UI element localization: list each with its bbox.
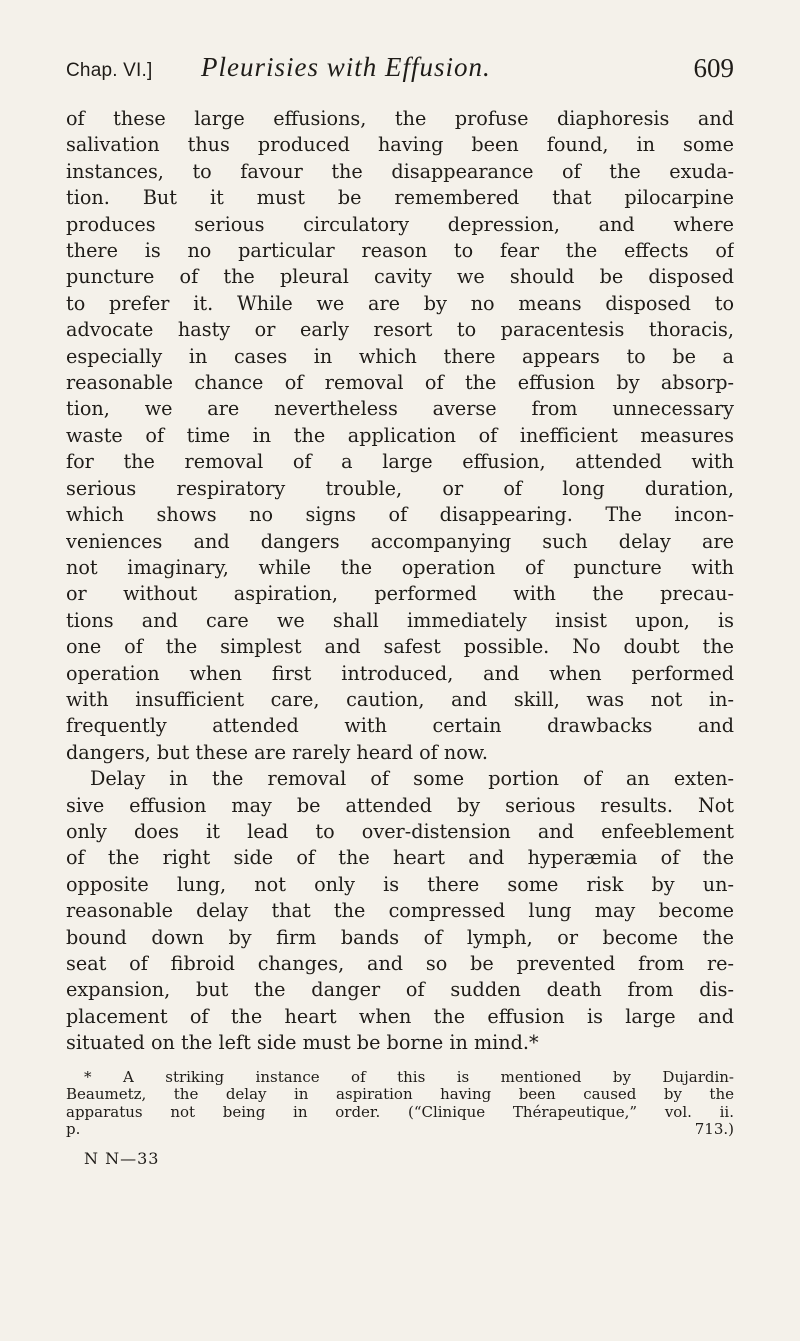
text-line: only does it lead to over-distension and enfeeblement — [66, 819, 734, 843]
text-line: bound down by firm bands of lymph, or become the — [66, 925, 734, 949]
text-line: puncture of the pleural cavity we should be disposed — [66, 265, 734, 289]
text-line: salivation thus produced having been found, in some — [66, 133, 734, 157]
text-line: advocate hasty or early resort to paracentesis thoracis, — [66, 318, 734, 342]
text-line: with insufficient care, caution, and skill, was not in- — [66, 687, 734, 711]
footnote — [66, 1069, 734, 1139]
text-line: serious respiratory trouble, or of long duration, — [66, 476, 734, 500]
text-line: expansion, but the danger of sudden death from dis- — [66, 978, 734, 1002]
text-line: tions and care we shall immediately insist upon, is — [66, 608, 734, 632]
footnote-line: apparatus not being in order. (“Clinique Thérapeutique,” vol. ii. — [66, 1103, 734, 1121]
text-line: instances, to favour the disappearance of the exuda- — [66, 159, 734, 183]
footnote-line: p. 713.) — [66, 1121, 734, 1139]
text-line: frequently attended with certain drawbacks and — [66, 714, 734, 738]
text-line: for the removal of a large effusion, attended with — [66, 450, 734, 474]
text-line: tion, we are nevertheless averse from unnecessary — [66, 397, 734, 421]
text-line: one of the simplest and safest possible. No doubt the — [66, 635, 734, 659]
footnote-line: * A striking instance of this is mentioned by Dujardin- — [84, 1068, 734, 1086]
text-line: situated on the left side must be borne in mind.* — [66, 1031, 539, 1055]
body-text — [66, 106, 734, 1057]
text-line: seat of fibroid changes, and so be prevented from re- — [66, 952, 734, 975]
text-line: to prefer it. While we are by no means disposed to — [66, 291, 734, 315]
text-line: veniences and dangers accompanying such delay are — [66, 529, 734, 553]
text-line: not imaginary, while the operation of puncture with — [66, 555, 734, 579]
running-head — [66, 52, 734, 96]
text-line: placement of the heart when the effusion is large and — [66, 1004, 734, 1028]
text-line: especially in cases in which there appears to be a — [66, 344, 734, 368]
book-page — [66, 52, 734, 1168]
text-line: reasonable delay that the compressed lung may become — [66, 899, 734, 923]
text-line: reasonable chance of removal of the effusion by absorp- — [66, 371, 734, 395]
signature-mark: N N—33 — [84, 1148, 160, 1168]
text-line: tion. But it must be remembered that pilocarpine — [66, 186, 734, 210]
text-line: of the right side of the heart and hyperæmia of the — [66, 846, 734, 870]
text-line: waste of time in the application of inefficient measures — [66, 423, 734, 447]
text-line: of these large effusions, the profuse diaphoresis and — [66, 107, 734, 130]
text-line: sive effusion may be attended by serious results. Not — [66, 793, 734, 817]
text-line: operation when first introduced, and when performed — [66, 661, 734, 685]
page-number: 609 — [693, 53, 734, 83]
text-line: dangers, but these are rarely heard of now. — [66, 740, 489, 764]
text-line: opposite lung, not only is there some risk by un- — [66, 872, 734, 896]
chapter-label: Chap. VI.] — [66, 60, 153, 81]
footnote-line: Beaumetz, the delay in aspiration having been caused by the — [66, 1086, 734, 1104]
text-line: there is no particular reason to fear the effects of — [66, 239, 734, 263]
text-line: produces serious circulatory depression, and where — [66, 212, 734, 236]
text-line: Delay in the removal of some portion of an exten- — [90, 767, 734, 791]
running-title: Pleurisies with Effusion. — [201, 52, 491, 82]
text-line: or without aspiration, performed with the precau- — [66, 582, 734, 606]
text-line: which shows no signs of disappearing. The incon- — [66, 503, 734, 527]
